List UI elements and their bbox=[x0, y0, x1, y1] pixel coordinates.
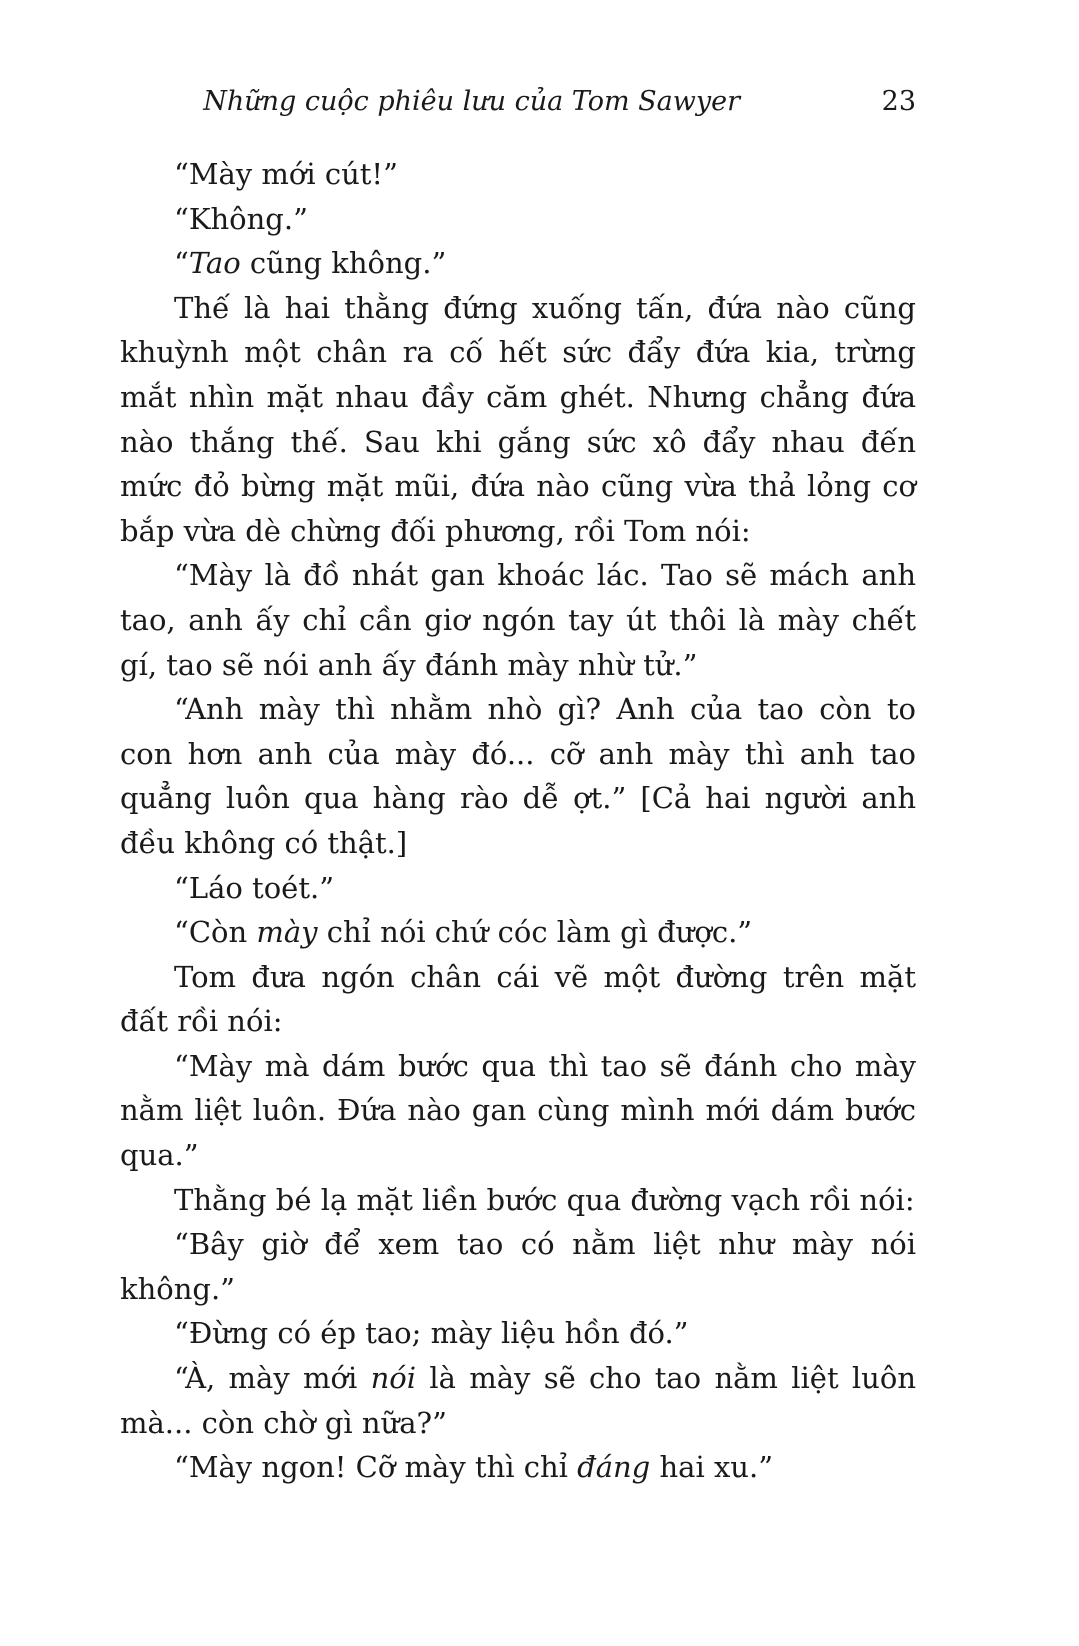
paragraph-text: “Đừng có ép tao; mày liệu hồn đó.” bbox=[174, 1316, 689, 1351]
paragraph bbox=[120, 241, 916, 286]
paragraph bbox=[120, 1222, 916, 1311]
paragraph bbox=[120, 687, 916, 865]
emphasis-text: đáng bbox=[577, 1450, 651, 1485]
paragraph-text: “ bbox=[174, 246, 189, 281]
paragraph bbox=[120, 1445, 916, 1490]
paragraph bbox=[120, 910, 916, 955]
paragraph-text: cũng không.” bbox=[240, 246, 447, 281]
paragraph-text: chỉ nói chứ cóc làm gì được.” bbox=[317, 915, 753, 950]
paragraph bbox=[120, 286, 916, 554]
paragraph-text: “Anh mày thì nhằm nhò gì? Anh của tao còn to con hơn anh của mày đó... cỡ anh mày thì anh tao quẳng luôn qua hàng rào dễ ợt.” [Cả hai người anh đều không có thật.] bbox=[120, 692, 916, 860]
paragraph-text: Thằng bé lạ mặt liền bước qua đường vạch rồi nói: bbox=[174, 1182, 915, 1217]
emphasis-text: nói bbox=[370, 1361, 417, 1396]
paragraph bbox=[120, 1178, 916, 1223]
paragraph bbox=[120, 197, 916, 242]
paragraph-text: Tom đưa ngón chân cái vẽ một đường trên mặt đất rồi nói: bbox=[120, 959, 916, 1039]
page-number: 23 bbox=[881, 86, 916, 117]
paragraph-text: “Láo toét.” bbox=[174, 870, 335, 905]
paragraph-text: “Bây giờ để xem tao có nằm liệt như mày nói không.” bbox=[120, 1227, 916, 1306]
paragraph-text: “Mày mới cút!” bbox=[174, 157, 398, 191]
paragraph-text: là mày sẽ cho tao nằm liệt luôn mà... còn chờ gì nữa?” bbox=[120, 1361, 916, 1440]
paragraph-text: “Không.” bbox=[174, 201, 308, 236]
paragraph-text: “Mày ngon! Cỡ mày thì chỉ bbox=[174, 1450, 578, 1485]
paragraph bbox=[120, 1044, 916, 1178]
body-text bbox=[120, 152, 916, 1490]
page-header bbox=[120, 86, 916, 126]
paragraph bbox=[120, 866, 916, 911]
paragraph bbox=[120, 1356, 916, 1445]
paragraph bbox=[120, 553, 916, 687]
paragraph-text: hai xu.” bbox=[650, 1450, 774, 1485]
paragraph-text: “Còn bbox=[174, 915, 257, 950]
paragraph bbox=[120, 1311, 916, 1356]
paragraph bbox=[120, 955, 916, 1044]
emphasis-text: Tao bbox=[188, 246, 241, 281]
paragraph bbox=[120, 152, 916, 197]
emphasis-text: mày bbox=[256, 915, 318, 950]
running-title: Những cuộc phiêu lưu của Tom Sawyer bbox=[203, 86, 740, 117]
paragraph-text: “Mày mà dám bước qua thì tao sẽ đánh cho mày nằm liệt luôn. Đứa nào gan cùng mình mới dám bước qua.” bbox=[120, 1048, 916, 1173]
paragraph-text: “Mày là đồ nhát gan khoác lác. Tao sẽ mách anh tao, anh ấy chỉ cần giơ ngón tay út thôi là mày chết gí, tao sẽ nói anh ấy đánh mày nhừ tử.” bbox=[120, 558, 916, 682]
paragraph-text: “À, mày mới bbox=[174, 1361, 371, 1396]
paragraph-text: Thế là hai thằng đứng xuống tấn, đứa nào cũng khuỳnh một chân ra cố hết sức đẩy đứa kia, trừng mắt nhìn mặt nhau đầy căm ghét. Nhưng chẳng đứa nào thắng thế. Sau khi gắng sức xô đẩy nhau đến mức đỏ bừng mặt mũi, đứa nào cũng vừa thả lỏng cơ bắp vừa dè chừng đối phương, rồi Tom nói: bbox=[120, 290, 916, 548]
